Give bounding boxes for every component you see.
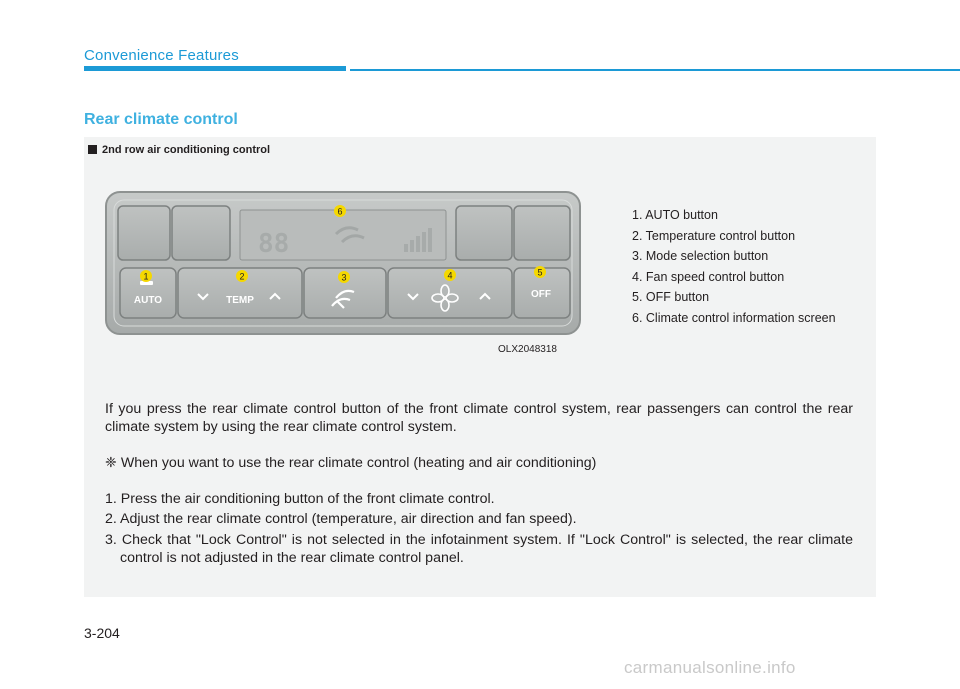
header-rule-thin (350, 69, 960, 71)
temp-label: TEMP (226, 295, 254, 306)
legend-item: 4. Fan speed control button (632, 269, 785, 284)
svg-text:3: 3 (341, 272, 347, 283)
callout-4 (444, 269, 456, 281)
figure-code: OLX2048318 (498, 344, 557, 355)
watermark: carmanualsonline.info (624, 658, 796, 677)
note-line: ❈ When you want to use the rear climate control (heating and air conditioning) (105, 455, 597, 471)
page-number: 3-204 (84, 625, 120, 641)
top-left-button-2 (172, 206, 230, 260)
off-label: OFF (531, 289, 551, 300)
svg-text:5: 5 (537, 267, 543, 278)
legend-item: 2. Temperature control button (632, 228, 796, 243)
step-item: 2. Adjust the rear climate control (temperature, air direction and fan speed). (105, 511, 577, 527)
legend-item: 1. AUTO button (632, 208, 718, 222)
square-bullet-icon (88, 145, 97, 154)
callout-1 (140, 270, 152, 282)
top-right-button-2 (514, 206, 570, 260)
top-right-button-1 (456, 206, 512, 260)
intro-paragraph: If you press the rear climate control button of the front climate control system, rear passengers can control the rear climate system by using the rear climate control system. (105, 401, 853, 435)
legend-item: 3. Mode selection button (632, 249, 769, 263)
callout-3 (338, 271, 350, 283)
top-left-button-1 (118, 206, 170, 260)
page-title: Rear climate control (84, 111, 238, 128)
step-item: 3. Check that "Lock Control" is not selected in the infotainment system. If "Lock Control" is selected, the rear climate control is not adjusted in the rear climate control panel. (105, 532, 853, 566)
svg-text:6: 6 (337, 206, 343, 217)
callout-6 (334, 205, 346, 217)
svg-text:4: 4 (447, 270, 453, 281)
legend-item: 6. Climate control information screen (632, 310, 836, 325)
svg-text:1: 1 (143, 271, 149, 282)
section-header: Convenience Features (84, 47, 239, 64)
figure-legend (632, 205, 836, 328)
callout-2 (236, 270, 248, 282)
figure-caption-text: 2nd row air conditioning control (102, 144, 271, 156)
auto-label: AUTO (133, 295, 163, 306)
legend-item: 5. OFF button (632, 290, 710, 304)
figure-caption (88, 144, 270, 156)
screen-digits: 88 (258, 229, 290, 259)
climate-control-panel-figure (104, 190, 582, 340)
callout-5 (534, 266, 546, 278)
step-item: 1. Press the air conditioning button of the front climate control. (105, 491, 495, 507)
header-rule-thick (84, 66, 346, 71)
svg-text:2: 2 (239, 271, 245, 282)
